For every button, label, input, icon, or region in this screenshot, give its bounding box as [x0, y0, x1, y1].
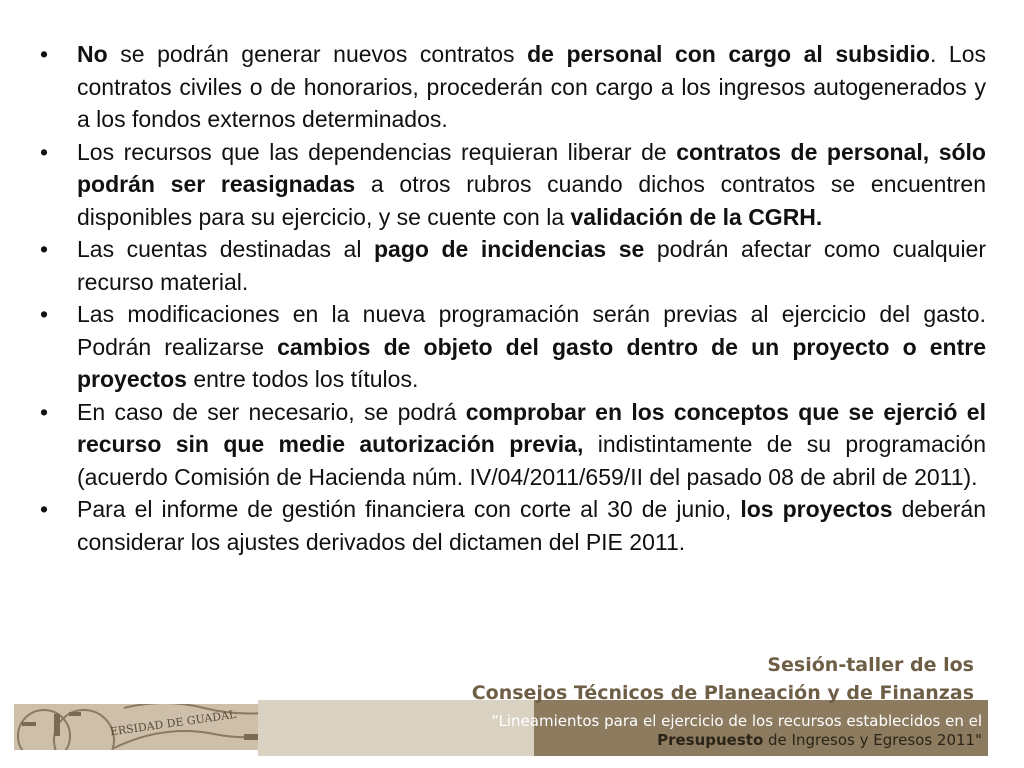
- bullet-text: . Los contratos civiles o de honorarios, procederán con cargo a los ingresos autogenerados y a los fondos externos determinados.: [77, 41, 987, 132]
- bullet-text: a otros rubros cuando dichos contratos se encuentren disponibles para su ejercicio, y se cuente con la: [77, 171, 987, 230]
- seal-image: [14, 704, 290, 750]
- bullet-marker: •: [40, 496, 49, 522]
- bullet-text: indistintamente de su programación (acuerdo Comisión de Hacienda núm. IV/04/2011/659/II del pasado 08 de abril de 2011).: [77, 431, 986, 490]
- bullet-text: deberán considerar los ajustes derivados del dictamen del PIE 2011.: [77, 496, 986, 555]
- bullet-text: Para el informe de gestión financiera con corte al 30 de junio,: [77, 496, 741, 522]
- bullet-bold-text: No: [77, 41, 108, 67]
- bullet-marker: •: [40, 301, 49, 327]
- council-title: Consejos Técnicos de Planeación y de Finanzas: [471, 682, 974, 704]
- bullet-bold-text: validación de la CGRH.: [570, 203, 823, 230]
- bullet-text: Los recursos que las dependencias requieran liberar de: [77, 138, 677, 165]
- seal-lettering: ERSIDAD DE GUADAL: [109, 707, 238, 739]
- caption-line-2: [491, 731, 982, 750]
- bullet-list: [40, 38, 986, 558]
- slide-body: [40, 38, 986, 558]
- bullet-item: [40, 298, 986, 396]
- bullet-item: [40, 38, 986, 136]
- bullet-marker: •: [40, 398, 49, 425]
- bullet-marker: •: [40, 236, 49, 262]
- bullet-bold-text: de personal con cargo al subsidio: [527, 41, 930, 67]
- footer: [0, 650, 1024, 768]
- bullet-marker: •: [40, 41, 49, 67]
- bullet-text: En caso de ser necesario, se podrá: [77, 398, 466, 425]
- bullet-bold-text: pago de incidencias se: [374, 236, 645, 262]
- bullet-item: [40, 136, 986, 234]
- bullet-text: entre todos los títulos.: [186, 366, 419, 392]
- bullet-item: [40, 233, 986, 298]
- bullet-text: se podrán generar nuevos contratos: [107, 41, 528, 67]
- bullet-bold-text: los proyectos: [740, 496, 893, 522]
- bullet-item: [40, 493, 986, 558]
- bullet-bold-text: cambios de objeto del gasto dentro de un proyecto o entre proyectos: [77, 333, 986, 392]
- bullet-text: podrán afectar como cualquier recurso material.: [77, 236, 987, 295]
- guidelines-caption: [491, 712, 982, 750]
- bullet-bold-text: contratos de personal, sólo podrán ser reasignadas: [77, 138, 986, 197]
- bullet-bold-text: comprobar en los conceptos que se ejerció el recurso sin que medie autorización previa,: [77, 398, 986, 457]
- bullet-text: Las cuentas destinadas al: [77, 236, 374, 262]
- bullet-text: Las modificaciones en la nueva programación serán previas al ejercicio del gasto. Podrán realizarse: [77, 301, 986, 360]
- caption-line-1: “Lineamientos para el ejercicio de los recursos establecidos en el: [491, 712, 982, 730]
- bullet-item: [40, 396, 986, 494]
- university-seal-strip: [14, 704, 290, 750]
- session-title: Sesión-taller de los: [767, 654, 974, 676]
- caption-line-2-rest: de Ingresos y Egresos 2011": [763, 731, 982, 749]
- caption-bold-word: Presupuesto: [657, 731, 764, 749]
- bullet-marker: •: [40, 138, 49, 165]
